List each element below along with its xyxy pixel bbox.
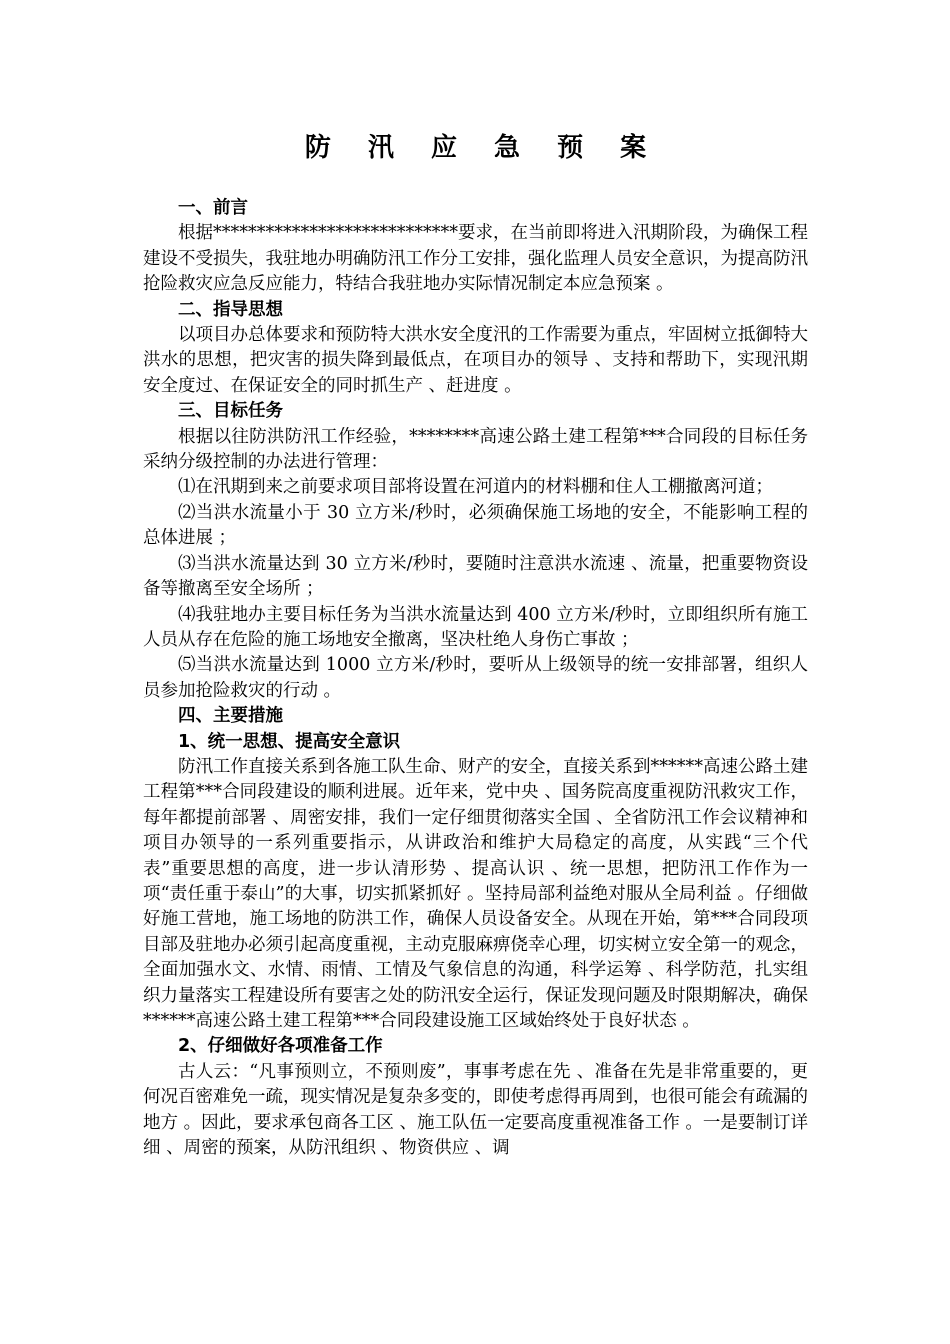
paragraph-preparation: 古人云：“凡事预则立，不预则废”，事事考虑在先 、准备在先是非常重要的，更何况百密难免一疏，现实情况是复杂多变的，即使考虑得再周到，也很可能会有疏漏的地方 。因此，要求承包商各工区 、施工队伍一定要高度重视准备工作 。一是要制订详细 、周密的预案，从防汛组织 、物资供应 、调 [143,1061,808,1159]
document-body [143,196,808,1161]
list-item-task-2: ⑵当洪水流量小于 30 立方米/秒时，必须确保施工场地的安全，不能影响工程的总体进展 ； [143,502,808,549]
section-heading-main-measures: 四、主要措施 [178,706,283,727]
document-title: 防 汛 应 急 预 案 [304,133,661,163]
section-heading-target-tasks: 三、目标任务 [178,401,283,422]
paragraph-unify-thinking: 防汛工作直接关系到各施工队生命、财产的安全，直接关系到******高速公路土建工程第***合同段建设的顺利进展。近年来，党中央 、国务院高度重视防汛救灾工作，每年都提前部署 、周密安排，我们一定仔细贯彻落实全国 、全省防汛工作会议精神和项目办领导的一系列重要指示，从讲政治和维护大局稳定的高度，从实践“三个代表”重要思想的高度，进一步认清形势 、提高认识 、统一思想，把防汛工作作为一项“责任重于泰山”的大事，切实抓紧抓好 。坚持局部利益绝对服从全局利益 。仔细做好施工营地，施工场地的防洪工作，确保人员设备安全。从现在开始，第***合同段项目部及驻地办必须引起高度重视，主动克服麻痹侥幸心理，切实树立安全第一的观念，全面加强水文、水情、雨情、工情及气象信息的沟通，科学运筹 、科学防范，扎实组织力量落实工程建设所有要害之处的防汛安全运行，保证发现问题及时限期解决，确保******高速公路土建工程第***合同段建设施工区域始终处于良好状态 。 [143,756,808,1031]
list-item-task-1: ⑴在汛期到来之前要求项目部将设置在河道内的材料棚和住人工棚撤离河道； [178,477,773,498]
section-heading-preface: 一、前言 [178,198,248,218]
subsection-heading-preparation: 2、仔细做好各项准备工作 [178,1036,383,1057]
section-heading-guiding-ideology: 二、指导思想 [178,299,283,320]
list-item-task-3: ⑶当洪水流量达到 30 立方米/秒时，要随时注意洪水流速 、流量，把重要物资设备等撤离至安全场所 ； [143,553,808,600]
list-item-task-4: ⑷我驻地办主要目标任务为当洪水流量达到 400 立方米/秒时，立即组织所有施工人员从存在危险的施工场地安全撤离，坚决杜绝人身伤亡事故 ； [143,604,808,650]
list-item-task-5: ⑸当洪水流量达到 1000 立方米/秒时，要听从上级领导的统一安排部署，组织人员参加抢险救灾的行动 。 [143,655,808,701]
paragraph-target-tasks-intro: 根据以往防洪防汛工作经验，********高速公路土建工程第***合同段的目标任务采纳分级控制的办法进行管理： [143,426,808,473]
paragraph-guiding-ideology: 以项目办总体要求和预防特大洪水安全度汛的工作需要为重点，牢固树立抵御特大洪水的思想，把灾害的损失降到最低点，在项目办的领导 、支持和帮助下，实现汛期安全度过、在保证安全的同时抓生产 、赶进度 。 [143,325,808,396]
subsection-heading-unify-thinking: 1、统一思想、提高安全意识 [178,731,401,752]
paragraph-preface: 根据****************************要求，在当前即将进入汛期阶段，为确保工程建设不受损失，我驻地办明确防汛工作分工安排，强化监理人员安全意识，为提高防汛抢险救灾应急反应能力，特结合我驻地办实际情况制定本应急预案 。 [143,223,808,295]
